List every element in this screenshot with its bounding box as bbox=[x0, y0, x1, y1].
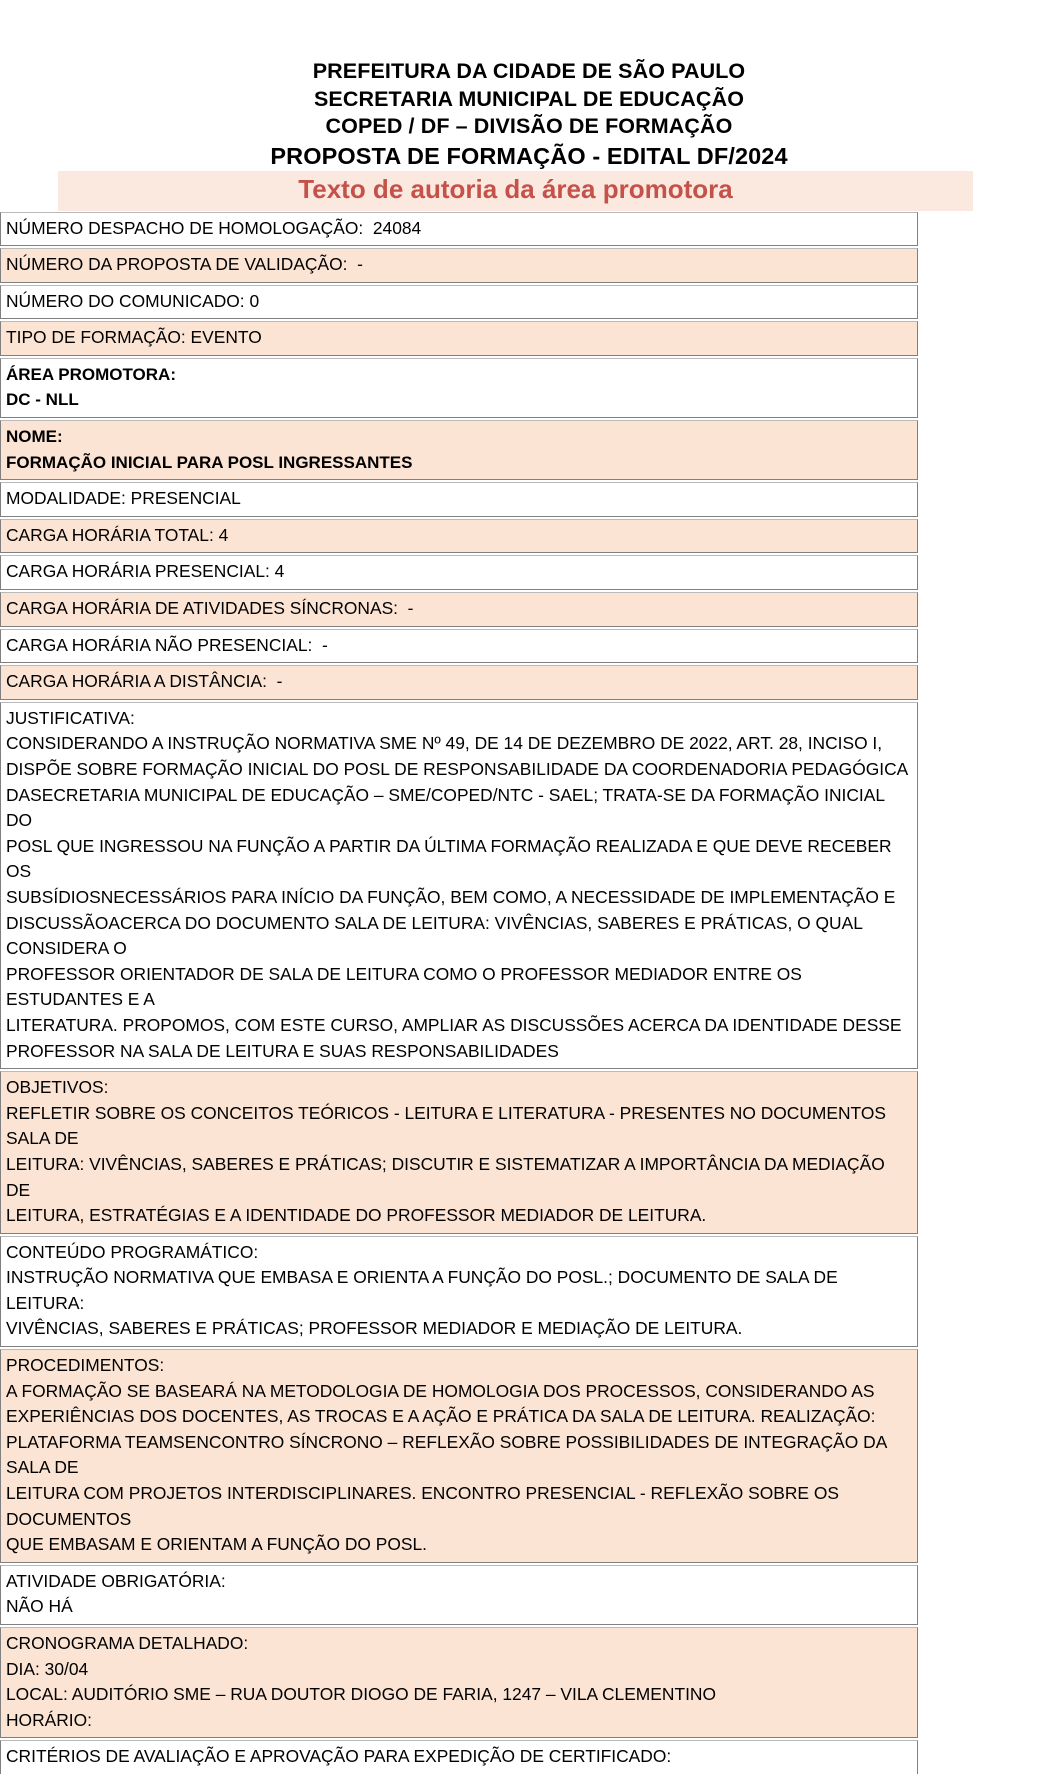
form-row-area-promotora-line: DC - NLL bbox=[6, 390, 79, 410]
form-row-conteudo-programatico-line: CONTEÚDO PROGRAMÁTICO: bbox=[6, 1241, 259, 1262]
form-row-numero-comunicado bbox=[0, 285, 918, 320]
form-row-numero-comunicado-line: NÚMERO DO COMUNICADO: 0 bbox=[6, 290, 260, 311]
form-row-carga-horaria-total-line: CARGA HORÁRIA TOTAL: 4 bbox=[6, 524, 229, 545]
form-row-procedimentos bbox=[0, 1349, 918, 1563]
form-row-procedimentos-line: A FORMAÇÃO SE BASEARÁ NA METODOLOGIA DE HOMOLOGIA DOS PROCESSOS, CONSIDERANDO AS bbox=[6, 1380, 875, 1401]
form-row-carga-horaria-nao-presencial bbox=[0, 629, 918, 664]
form-row-justificativa-line: CONSIDERANDO A INSTRUÇÃO NORMATIVA SME Nº 49, DE 14 DE DEZEMBRO DE 2022, ART. 28, INCISO I, bbox=[6, 733, 883, 754]
form-row-carga-horaria-total bbox=[0, 519, 918, 554]
form-row-justificativa-line: SUBSÍDIOSNECESSÁRIOS PARA INÍCIO DA FUNÇÃO, BEM COMO, A NECESSIDADE DE IMPLEMENTAÇÃO E bbox=[6, 886, 896, 907]
form-row-justificativa-line: DASECRETARIA MUNICIPAL DE EDUCAÇÃO – SME/COPED/NTC - SAEL; TRATA-SE DA FORMAÇÃO INICIAL DO bbox=[6, 784, 890, 831]
form-row-justificativa bbox=[0, 702, 918, 1069]
header-line-prefeitura: PREFEITURA DA CIDADE DE SÃO PAULO bbox=[312, 59, 746, 83]
form-row-tipo-de-formacao-line: TIPO DE FORMAÇÃO: EVENTO bbox=[6, 327, 262, 348]
form-row-justificativa-line: PROFESSOR ORIENTADOR DE SALA DE LEITURA COMO O PROFESSOR MEDIADOR ENTRE OS ESTUDANTES E A bbox=[6, 963, 807, 1010]
form-row-procedimentos-line: EXPERIÊNCIAS DOS DOCENTES, AS TROCAS E A AÇÃO E PRÁTICA DA SALA DE LEITURA. REALIZAÇÃO: bbox=[6, 1406, 876, 1427]
form-row-carga-horaria-atividades-sincronas-line: CARGA HORÁRIA DE ATIVIDADES SÍNCRONAS: - bbox=[6, 598, 414, 619]
form-row-criterios-de-avaliacao bbox=[0, 1740, 918, 1774]
form-row-carga-horaria-a-distancia bbox=[0, 665, 918, 700]
form-row-atividade-obrigatoria-line: ATIVIDADE OBRIGATÓRIA: bbox=[6, 1570, 226, 1591]
title-band-text: Texto de autoria da área promotora bbox=[298, 173, 733, 204]
header-line-secretaria: SECRETARIA MUNICIPAL DE EDUCAÇÃO bbox=[313, 86, 745, 111]
form-row-cronograma-detalhado-line: LOCAL: AUDITÓRIO SME – RUA DOUTOR DIOGO DE FARIA, 1247 – VILA CLEMENTINO bbox=[6, 1684, 716, 1705]
form-row-numero-proposta-validacao-line: NÚMERO DA PROPOSTA DE VALIDAÇÃO: - bbox=[6, 254, 363, 275]
form-row-carga-horaria-atividades-sincronas bbox=[0, 592, 918, 627]
form-row-objetivos bbox=[0, 1071, 918, 1234]
form-row-carga-horaria-a-distancia-line: CARGA HORÁRIA A DISTÂNCIA: - bbox=[6, 671, 283, 692]
form-row-atividade-obrigatoria bbox=[0, 1565, 918, 1625]
form-row-cronograma-detalhado-line: CRONOGRAMA DETALHADO: bbox=[6, 1633, 249, 1653]
form-row-objetivos-line: LEITURA: VIVÊNCIAS, SABERES E PRÁTICAS; DISCUTIR E SISTEMATIZAR A IMPORTÂNCIA DA MEDIAÇÃO DE bbox=[6, 1153, 890, 1200]
form-row-numero-proposta-validacao bbox=[0, 248, 918, 283]
form-row-justificativa-line: JUSTIFICATIVA: bbox=[6, 707, 135, 728]
form-row-modalidade bbox=[0, 482, 918, 517]
form-row-objetivos-line: LEITURA, ESTRATÉGIAS E A IDENTIDADE DO PROFESSOR MEDIADOR DE LEITURA. bbox=[6, 1205, 707, 1226]
title-band bbox=[58, 171, 973, 211]
form-row-nome bbox=[0, 420, 918, 480]
form-row-numero-despacho-homologacao-line: NÚMERO DESPACHO DE HOMOLOGAÇÃO: 24084 bbox=[6, 217, 422, 238]
form-row-modalidade-line: MODALIDADE: PRESENCIAL bbox=[6, 488, 241, 509]
form-row-procedimentos-line: QUE EMBASAM E ORIENTAM A FUNÇÃO DO POSL. bbox=[6, 1534, 427, 1555]
form-row-justificativa-line: DISPÕE SOBRE FORMAÇÃO INICIAL DO POSL DE RESPONSABILIDADE DA COORDENADORIA PEDAGÓGICA bbox=[6, 759, 909, 779]
form-row-justificativa-line: POSL QUE INGRESSOU NA FUNÇÃO A PARTIR DA ÚLTIMA FORMAÇÃO REALIZADA E QUE DEVE RECEBER OS bbox=[6, 835, 897, 882]
form-row-atividade-obrigatoria-line: NÃO HÁ bbox=[6, 1596, 73, 1617]
form-row-conteudo-programatico-line: INSTRUÇÃO NORMATIVA QUE EMBASA E ORIENTA A FUNÇÃO DO POSL.; DOCUMENTO DE SALA DE LEITURA: bbox=[6, 1267, 843, 1313]
form-rows-container bbox=[0, 212, 1058, 1774]
form-row-nome-line: NOME: bbox=[6, 427, 63, 447]
form-row-area-promotora bbox=[0, 358, 918, 418]
form-row-objetivos-line: REFLETIR SOBRE OS CONCEITOS TEÓRICOS - LEITURA E LITERATURA - PRESENTES NO DOCUMENTOS SALA DE bbox=[6, 1102, 891, 1149]
form-row-nome-line: FORMAÇÃO INICIAL PARA POSL INGRESSANTES bbox=[6, 452, 413, 472]
form-row-conteudo-programatico-line: VIVÊNCIAS, SABERES E PRÁTICAS; PROFESSOR MEDIADOR E MEDIAÇÃO DE LEITURA. bbox=[6, 1318, 743, 1339]
document-header bbox=[0, 0, 1058, 171]
form-row-justificativa-line: DISCUSSÃOACERCA DO DOCUMENTO SALA DE LEITURA: VIVÊNCIAS, SABERES E PRÁTICAS, O QUAL CONSIDERA O bbox=[6, 912, 868, 959]
form-row-procedimentos-line: PLATAFORMA TEAMSENCONTRO SÍNCRONO – REFLEXÃO SOBRE POSSIBILIDADES DE INTEGRAÇÃO DA SALA DE bbox=[6, 1431, 892, 1478]
form-row-area-promotora-line: ÁREA PROMOTORA: bbox=[6, 364, 176, 384]
form-row-objetivos-line: OBJETIVOS: bbox=[6, 1077, 109, 1098]
header-line-proposta-edital: PROPOSTA DE FORMAÇÃO - EDITAL DF/2024 bbox=[270, 142, 788, 169]
header-line-coped: COPED / DF – DIVISÃO DE FORMAÇÃO bbox=[325, 114, 733, 138]
form-row-tipo-de-formacao bbox=[0, 321, 918, 356]
form-row-procedimentos-line: PROCEDIMENTOS: bbox=[6, 1355, 165, 1376]
form-row-cronograma-detalhado-line: HORÁRIO: bbox=[6, 1709, 92, 1730]
form-row-carga-horaria-presencial-line: CARGA HORÁRIA PRESENCIAL: 4 bbox=[6, 561, 285, 582]
form-row-conteudo-programatico bbox=[0, 1236, 918, 1347]
form-row-procedimentos-line: LEITURA COM PROJETOS INTERDISCIPLINARES. ENCONTRO PRESENCIAL - REFLEXÃO SOBRE OS DOCUMENTOS bbox=[6, 1483, 844, 1529]
form-row-cronograma-detalhado bbox=[0, 1627, 918, 1738]
form-row-justificativa-line: PROFESSOR NA SALA DE LEITURA E SUAS RESPONSABILIDADES bbox=[6, 1040, 559, 1061]
form-row-justificativa-line: LITERATURA. PROPOMOS, COM ESTE CURSO, AMPLIAR AS DISCUSSÕES ACERCA DA IDENTIDADE DESSE bbox=[6, 1014, 902, 1035]
form-row-carga-horaria-presencial bbox=[0, 555, 918, 590]
form-row-carga-horaria-nao-presencial-line: CARGA HORÁRIA NÃO PRESENCIAL: - bbox=[6, 634, 328, 655]
form-row-criterios-de-avaliacao-line: CRITÉRIOS DE AVALIAÇÃO E APROVAÇÃO PARA EXPEDIÇÃO DE CERTIFICADO: bbox=[6, 1746, 672, 1767]
form-row-numero-despacho-homologacao bbox=[0, 212, 918, 247]
form-row-cronograma-detalhado-line: DIA: 30/04 bbox=[6, 1658, 89, 1679]
